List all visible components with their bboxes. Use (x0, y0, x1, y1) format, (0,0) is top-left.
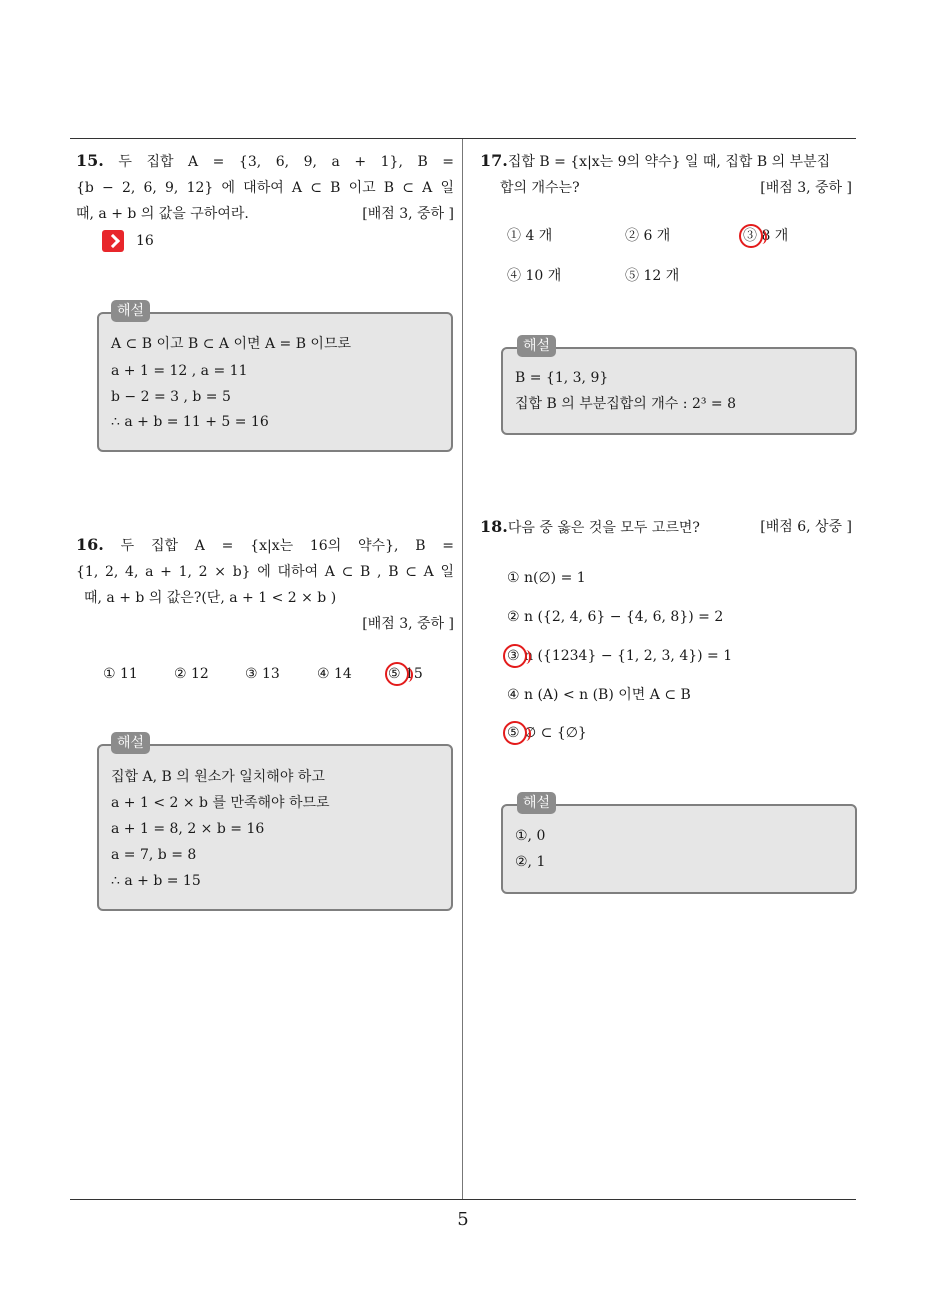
choice-5[interactable]: ⑤ 15 (388, 666, 423, 682)
question-18 (480, 514, 856, 541)
choice-3[interactable]: ③ 13 (245, 666, 280, 682)
solution-tag: 해설 (517, 335, 556, 357)
choice-2[interactable]: ② n ({2, 4, 6} − {4, 6, 8}) = 2 (507, 609, 724, 625)
column-divider (462, 139, 463, 1200)
question-16 (76, 532, 454, 637)
question-text: 두 집합 A = {x|x는 16의 약수}, B = (120, 538, 455, 554)
question-15 (76, 148, 454, 227)
question-18-solution (501, 795, 857, 894)
question-number: 17. (480, 151, 508, 170)
question-16-solution (97, 735, 453, 911)
answer-mark-icon (739, 224, 763, 248)
question-15-line-1 (76, 148, 454, 175)
solution-line: a + 1 < 2 × b 를 만족해야 하므로 (111, 795, 330, 811)
solution-line: a + 1 = 8, 2 × b = 16 (111, 821, 265, 837)
question-16-line-1 (76, 532, 454, 559)
answer-mark-icon (503, 644, 527, 668)
question-17-line-2: 합의 개수는? (500, 180, 580, 196)
choice-4[interactable]: ④ 10 개 (507, 268, 562, 284)
choice-3[interactable]: ③ n ({1234} − {1, 2, 3, 4}) = 1 (507, 648, 733, 664)
solution-line: a + 1 = 12 , a = 11 (111, 363, 248, 379)
question-text: 두 집합 A = {3, 6, 9, a + 1}, B = (118, 154, 454, 170)
solution-line: a = 7, b = 8 (111, 847, 197, 863)
question-17-line-1 (480, 148, 856, 175)
choice-5[interactable]: ⑤ ∅ ⊂ {∅} (507, 725, 587, 741)
choice-3[interactable]: ③ 8 개 (743, 228, 789, 244)
question-text: 집합 B = {x|x는 9의 약수} 일 때, 집합 B 의 부분집 (507, 154, 831, 170)
question-15-line-2: {b − 2, 6, 9, 12} 에 대하여 A ⊂ B 이고 B ⊂ A 일 (76, 180, 454, 196)
choice-4[interactable]: ④ n (A) < n (B) 이면 A ⊂ B (507, 687, 691, 703)
question-number: 15. (76, 151, 104, 170)
solution-line: b − 2 = 3 , b = 5 (111, 389, 231, 405)
question-17 (480, 148, 856, 201)
solution-tag: 해설 (517, 792, 556, 814)
choice-1[interactable]: ① 11 (103, 666, 138, 682)
question-text: 다음 중 옳은 것을 모두 고르면? (507, 520, 700, 536)
answer-arrow-icon (102, 230, 124, 252)
solution-tag: 해설 (111, 732, 150, 754)
question-15-solution (97, 303, 453, 452)
question-18-meta: [배점 6, 상중 ] (760, 519, 852, 535)
solution-line: ②, 1 (515, 854, 546, 870)
answer-mark-icon (503, 721, 527, 745)
question-16-meta: [배점 3, 중하 ] (362, 616, 454, 632)
footer-rule (70, 1199, 856, 1200)
question-16-line-3: 때, a + b 의 값은?(단, a + 1 < 2 × b ) (84, 590, 337, 606)
question-17-meta: [배점 3, 중하 ] (760, 180, 852, 196)
page-number: 5 (457, 1209, 469, 1230)
answer-value: 16 (136, 233, 154, 249)
solution-tag: 해설 (111, 300, 150, 322)
question-17-solution (501, 338, 857, 435)
choice-1[interactable]: ① 4 개 (507, 228, 553, 244)
choice-1[interactable]: ① n(∅) = 1 (507, 570, 586, 586)
question-number: 16. (76, 535, 104, 554)
solution-line: ①, 0 (515, 828, 546, 844)
choice-4[interactable]: ④ 14 (317, 666, 352, 682)
question-number: 18. (480, 517, 508, 536)
solution-line: 집합 A, B 의 원소가 일치해야 하고 (111, 769, 325, 785)
solution-line: A ⊂ B 이고 B ⊂ A 이면 A = B 이므로 (111, 336, 352, 352)
question-15-line-3: 때, a + b 의 값을 구하여라. (76, 206, 249, 222)
solution-line: ∴ a + b = 11 + 5 = 16 (111, 414, 269, 430)
solution-line: 집합 B 의 부분집합의 개수 : 2³ = 8 (515, 396, 737, 412)
question-16-line-2: {1, 2, 4, a + 1, 2 × b} 에 대하여 A ⊂ B , B ⊂ A 일 (76, 564, 454, 580)
choice-2[interactable]: ② 6 개 (625, 228, 671, 244)
question-15-meta: [배점 3, 중하 ] (362, 206, 454, 222)
choice-2[interactable]: ② 12 (174, 666, 209, 682)
answer-mark-icon (385, 662, 409, 686)
question-18-line-1 (480, 514, 700, 541)
choice-5[interactable]: ⑤ 12 개 (625, 268, 680, 284)
question-15-answer (102, 230, 154, 252)
solution-line: ∴ a + b = 15 (111, 873, 201, 889)
header-rule (70, 138, 856, 139)
solution-line: B = {1, 3, 9} (515, 370, 609, 386)
